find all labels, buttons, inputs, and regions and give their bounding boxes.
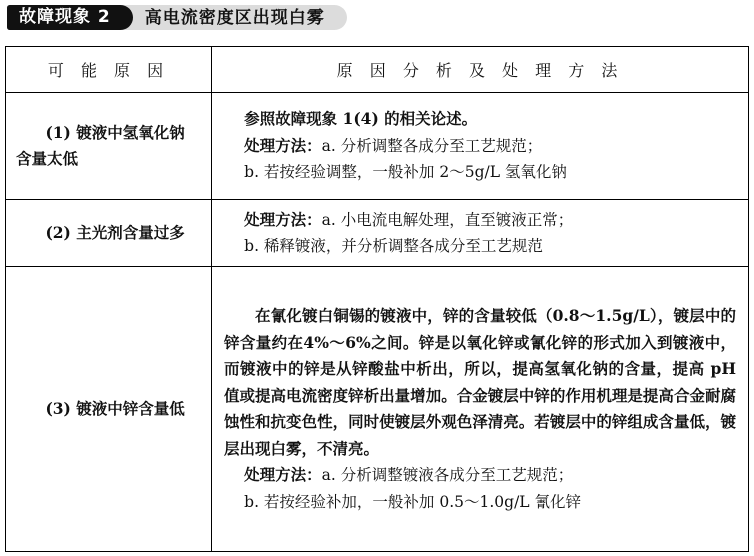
method-line xyxy=(224,133,736,160)
method-step: b. 若按经验调整，一般补加 2～5g/L 氢氧化钠 xyxy=(244,163,567,182)
fault-table xyxy=(5,46,749,552)
analysis-paragraph: 在氰化镀白铜锡的镀液中，锌的含量较低（0.8～1.5g/L），镀层中的锌含量约在4%～6%之间。锌是以氧化锌或氰化锌的形式加入到镀液中，而镀液中的锌是从锌酸盐中析出，所以，提高氢氧化钠的含量，提高 pH 值或提高电流密度锌析出量增加。合金镀层中锌的作用机理是提高合金耐腐蚀性和抗变色性，同时使镀层外观色泽清亮。若镀层中的锌组成含量低，镀层出现白雾，不清亮。 xyxy=(224,306,736,458)
analysis-line: 参照故障现象 1(4) 的相关论述。 xyxy=(244,109,478,129)
method-label: 处理方法： xyxy=(244,209,322,229)
cause-cell xyxy=(6,93,212,200)
method-step: a. 分析调整各成分至工艺规范； xyxy=(321,136,543,155)
method-label: 处理方法： xyxy=(244,465,322,484)
table-header-row xyxy=(6,47,749,93)
method-step: b. 若按经验补加，一般补加 0.5～1.0g/L 氰化锌 xyxy=(244,492,582,511)
analysis-cell xyxy=(212,93,749,200)
method-line xyxy=(224,462,736,489)
table-row xyxy=(6,267,749,552)
title-banner xyxy=(119,5,347,30)
header-cause: 可 能 原 因 xyxy=(6,47,212,93)
table-row xyxy=(6,93,749,200)
method-line xyxy=(224,207,736,234)
cause-text: (2) 主光剂含量过多 xyxy=(45,223,185,242)
method-step: a. 小电流电解处理，直至镀液正常； xyxy=(321,210,574,229)
cause-cell xyxy=(6,267,212,552)
method-step: a. 分析调整镀液各成分至工艺规范； xyxy=(321,466,574,484)
cause-cell xyxy=(6,200,212,267)
cause-text: (3) 镀液中锌含量低 xyxy=(45,399,185,418)
table-row xyxy=(6,200,749,267)
cause-text: (1) 镀液中氢氧化钠含量太低 xyxy=(16,123,185,168)
section-header xyxy=(7,5,347,30)
header-analysis: 原 因 分 析 及 处 理 方 法 xyxy=(212,47,749,93)
analysis-cell xyxy=(212,200,749,267)
fault-title: 高电流密度区出现白雾 xyxy=(144,8,325,28)
analysis-cell xyxy=(212,267,749,552)
method-label: 处理方法： xyxy=(244,135,322,155)
method-step: b. 稀释镀液，并分析调整各成分至工艺规范 xyxy=(244,237,543,255)
fault-tag: 故障现象 2 xyxy=(7,5,133,30)
